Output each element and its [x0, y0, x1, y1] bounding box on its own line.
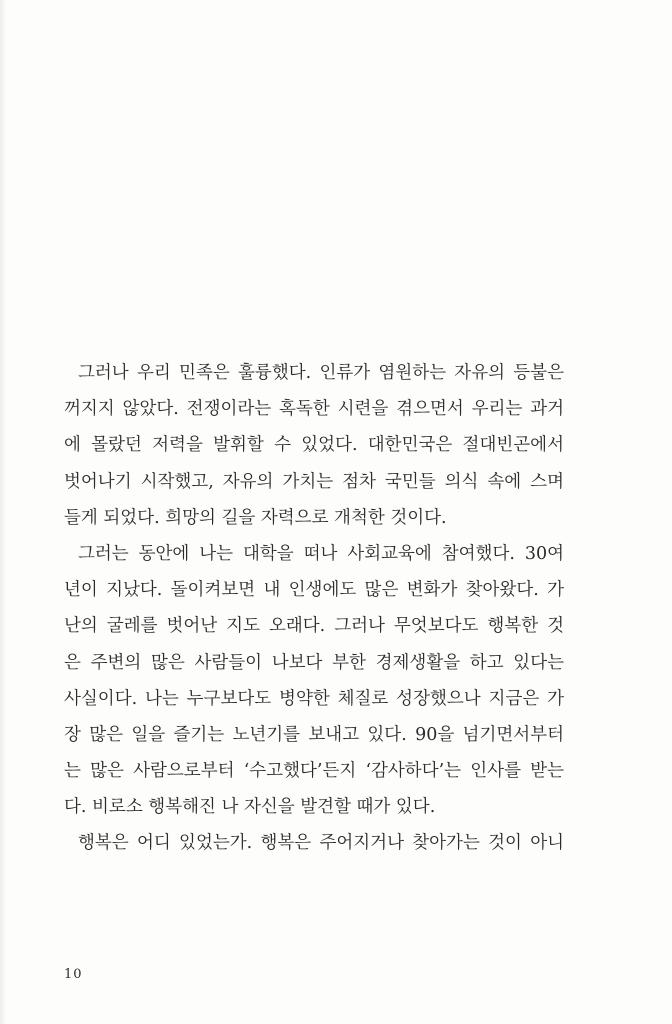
text-line: 는 많은 사람으로부터 ‘수고했다’든지 ‘감사하다’는 인사를 받는 [64, 761, 564, 782]
text-line: 에 몰랐던 저력을 발휘할 수 있었다. 대한민국은 절대빈곤에서 [64, 435, 564, 456]
text-line: 들게 되었다. 희망의 길을 자력으로 개척한 것이다. [64, 507, 447, 528]
text-line: 벗어나기 시작했고, 자유의 가치는 점차 국민들 의식 속에 스며 [64, 471, 564, 492]
text-line: 그러나 우리 민족은 훌륭했다. 인류가 염원하는 자유의 등불은 [78, 363, 564, 383]
page-edge-shadow [0, 0, 6, 1024]
text-line: 꺼지지 않았다. 전쟁이라는 혹독한 시련을 겪으면서 우리는 과거 [64, 399, 564, 420]
text-line: 행복은 어디 있었는가. 행복은 주어지거나 찾아가는 것이 아니 [78, 833, 564, 854]
body-text [64, 355, 564, 862]
text-line: 다. 비로소 행복해진 나 자신을 발견할 때가 있다. [64, 797, 436, 818]
text-line: 사실이다. 나는 누구보다도 병약한 체질로 성장했으나 지금은 가 [64, 688, 564, 709]
text-line: 장 많은 일을 즐기는 노년기를 보내고 있다. 90을 넘기면서부터 [64, 724, 564, 745]
page-number: 10 [64, 967, 83, 982]
text-line: 년이 지났다. 돌이켜보면 내 인생에도 많은 변화가 찾아왔다. 가 [64, 580, 564, 601]
text-line: 그러는 동안에 나는 대학을 떠나 사회교육에 참여했다. 30여 [78, 543, 564, 564]
text-line: 난의 굴레를 벗어난 지도 오래다. 그러나 무엇보다도 행복한 것 [64, 616, 564, 637]
text-line: 은 주변의 많은 사람들이 나보다 부한 경제생활을 하고 있다는 [64, 652, 564, 673]
